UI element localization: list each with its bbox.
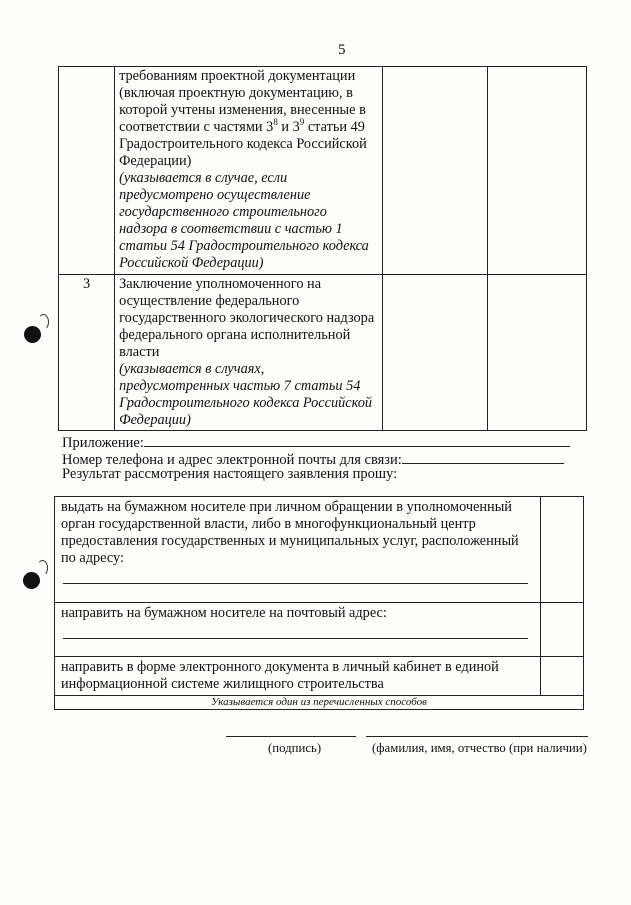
details-cell[interactable]: [382, 275, 487, 431]
attachment-label: Приложение:: [62, 435, 144, 451]
option-text: направить на бумажном носителе на почтовый адрес:: [55, 603, 541, 657]
name-field[interactable]: [366, 736, 588, 737]
option-row: [55, 497, 584, 603]
option-checkbox[interactable]: [541, 657, 584, 696]
row-note: (указывается в случае, если предусмотрено осуществление государственного строительного надзора в соответствии с частью 1 статьи 54 Градостроительного кодекса Российской Федерации): [119, 170, 369, 271]
option-row: [55, 603, 584, 657]
option-checkbox[interactable]: [541, 497, 584, 603]
row-number: [59, 67, 115, 275]
option-text: выдать на бумажном носителе при личном обращении в уполномоченный орган государственной власти, либо в многофункциональный центр предоставления государственных и муниципальных услуг, расположенный по адресу:: [55, 497, 541, 603]
options-note: Указывается один из перечисленных способов: [55, 696, 584, 710]
punch-hole-mark: [37, 560, 48, 576]
punch-hole-mark: [38, 314, 49, 330]
option-note-row: [55, 696, 584, 710]
postal-address-field[interactable]: [63, 626, 528, 639]
date-cell[interactable]: [487, 275, 586, 431]
row-note: (указывается в случаях, предусмотренных частью 7 статьи 54 Градостроительного кодекса Российской Федерации): [119, 361, 373, 428]
details-cell[interactable]: [382, 67, 487, 275]
signature-field[interactable]: [226, 736, 356, 737]
address-field[interactable]: [63, 571, 528, 584]
punch-hole-mark: [23, 572, 40, 589]
signature-label: (подпись): [268, 741, 322, 755]
row-text: Заключение уполномоченного на осуществление федерального государственного экологического надзора федерального органа исполнительной власти (указывается в случаях, предусмотренных частью 7 статьи 54 Градостроительного кодекса Российской Федерации): [115, 275, 383, 431]
date-cell[interactable]: [487, 67, 586, 275]
documents-table: [58, 66, 587, 431]
option-row: [55, 657, 584, 696]
option-text: направить в форме электронного документа в личный кабинет в единой информационной системе жилищного строительства: [55, 657, 541, 696]
result-label: Результат рассмотрения настоящего заявления прошу:: [62, 466, 398, 482]
row-text: требованиям проектной документации (включая проектную документацию, в которой учтены изменения, внесенные в соответствии с частями $3^8$ и $3^9$ статьи 49 Градостроительного кодекса Российской Федерации) (указывается в случае, если предусмотрено осуществление государственного строительного надзора в соответствии с частью 1 статьи 54 Градостроительного кодекса Российской Федерации): [115, 67, 383, 275]
punch-hole-mark: [24, 326, 41, 343]
attachment-field[interactable]: [144, 432, 570, 447]
table-row: [59, 275, 587, 431]
name-label: (фамилия, имя, отчество (при наличии): [372, 741, 587, 755]
contact-label: Номер телефона и адрес электронной почты для связи:: [62, 452, 402, 468]
result-options-table: [54, 496, 584, 710]
option-checkbox[interactable]: [541, 603, 584, 657]
row-number: 3: [59, 275, 115, 431]
table-row: [59, 67, 587, 275]
page-number: 5: [338, 42, 346, 58]
contact-field[interactable]: [402, 449, 564, 464]
